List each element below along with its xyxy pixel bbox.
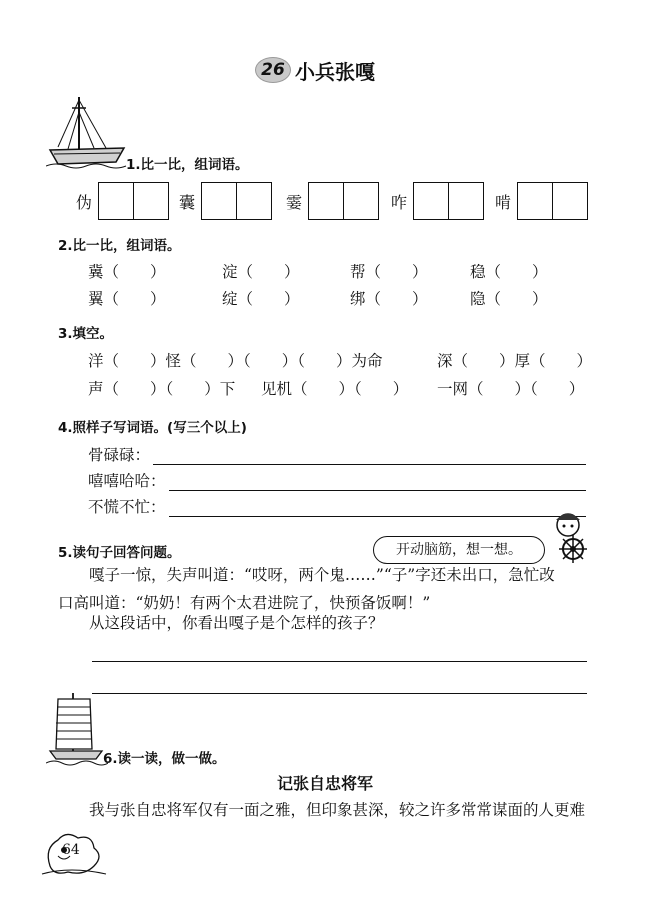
lesson-number-badge: 26 (255, 57, 291, 83)
article-paragraph (58, 796, 588, 825)
answer-line[interactable] (153, 450, 586, 465)
junk-boat-icon (46, 691, 108, 767)
passage-line: 嘎子一惊，失声叫道：“哎呀，两个鬼……”“子”字还未出口，急忙改 (89, 566, 555, 584)
lesson-title: 小兵张嘎 (295, 60, 375, 84)
q4-label: 不慌不忙： (88, 498, 166, 516)
q2-item: 翼（ ） (88, 290, 166, 308)
answer-box-pair[interactable] (308, 182, 379, 220)
q1-char: 霎 (285, 192, 302, 212)
q2-title: 2.比一比，组词语。 (58, 238, 181, 254)
q2-item: 绑（ ） (350, 290, 428, 308)
q4-line (88, 443, 586, 465)
q4-line (88, 495, 586, 517)
q3-item: 声（ ）（ ）下 (88, 380, 236, 398)
q6-title: 6.读一读，做一做。 (103, 751, 226, 767)
q1-title: 1.比一比，组词语。 (126, 157, 249, 173)
speech-bubble: 开动脑筋，想一想。 (373, 536, 545, 564)
q1-item (173, 182, 272, 220)
q2-item: 冀（ ） (88, 263, 166, 281)
q1-item (489, 182, 588, 220)
q1-char: 伪 (75, 192, 92, 212)
q3-item: 洋（ ）怪（ ）（ ）（ ）为命 (88, 352, 383, 370)
q2-item: 隐（ ） (470, 290, 548, 308)
q2-item: 帮（ ） (350, 263, 428, 281)
q3-item: 见机（ ）（ ） (261, 380, 409, 398)
passage-line: 口高叫道：“奶奶！有两个太君进院了，快预备饭啊！” (58, 594, 431, 612)
q1-char: 咋 (390, 192, 407, 212)
answer-line[interactable] (169, 502, 586, 517)
q2-item: 稳（ ） (470, 263, 548, 281)
sailor-kid-icon (543, 503, 603, 563)
q4-label: 嘻嘻哈哈： (88, 472, 166, 490)
q2-item: 淀（ ） (222, 263, 300, 281)
q3-item: 深（ ）厚（ ） (437, 352, 593, 370)
q1-char: 囊 (178, 192, 195, 212)
answer-box-pair[interactable] (517, 182, 588, 220)
q5-passage (58, 561, 588, 590)
q4-label: 骨碌碌： (88, 446, 151, 464)
answer-line[interactable] (92, 693, 587, 694)
q3-title: 3.填空。 (58, 326, 114, 342)
q5-title: 5.读句子回答问题。 (58, 545, 181, 561)
answer-box-pair[interactable] (413, 182, 484, 220)
article-title: 记张自忠将军 (276, 774, 373, 793)
page-number: 64 (62, 842, 80, 858)
answer-line[interactable] (169, 476, 586, 491)
answer-box-pair[interactable] (98, 182, 169, 220)
q2-item: 绽（ ） (222, 290, 300, 308)
article-line: 我与张自忠将军仅有一面之雅，但印象甚深，较之许多常常谋面的人更难 (89, 801, 586, 819)
q1-char: 啃 (494, 192, 511, 212)
sailboat-icon (46, 92, 128, 172)
q3-item: 一网（ ）（ ） (437, 380, 585, 398)
q5-question: 从这段话中，你看出嘎子是个怎样的孩子？ (89, 614, 384, 632)
q4-title: 4.照样子写词语。(写三个以上) (58, 420, 247, 436)
q4-line (88, 469, 586, 491)
q1-item (385, 182, 484, 220)
q1-item (280, 182, 379, 220)
answer-line[interactable] (92, 661, 587, 662)
answer-box-pair[interactable] (201, 182, 272, 220)
q1-item (70, 182, 169, 220)
